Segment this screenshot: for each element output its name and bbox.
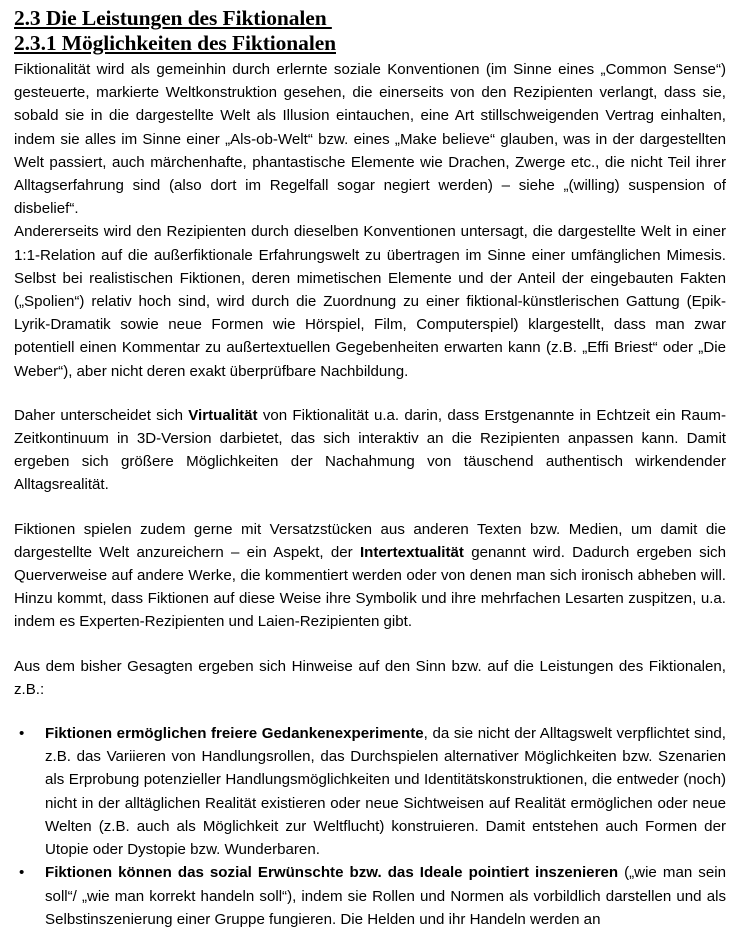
paragraph-aus-dem-bisher-gesagten: Aus dem bisher Gesagten ergeben sich Hinweise auf den Sinn bzw. auf die Leistungen des Fiktionalen, z.B.: [14,657,726,698]
emphasis-intertextualitaet: Intertextualität [359,543,464,561]
bullet-icon: • [19,864,25,882]
list-item-body: („wie man sein soll“/ „wie man korrekt handeln soll“), indem sie Rollen und Normen als vorbildlich darstellen und als Selbstinszenierung einer Gruppe fungieren. Die Helden und ihr Handeln werden an [45,864,726,928]
list-item-lead: Fiktionen ermöglichen freiere Gedankenexperimente [45,725,424,743]
list-item-lead: Fiktionen können das sozial Erwünschte bzw. das Ideale pointiert inszenieren [45,864,619,882]
leistungen-bullet-list [14,722,726,931]
list-item-body: , da sie nicht der Alltagswelt verpflichtet sind, z.B. das Variieren von Handlungsrollen, das Durchspielen alternativer Möglichkeiten bzw. Szenarien als Erprobung potenzieller Handlungsmöglichkeiten und Identitätskonstruktionen, die entweder (noch) nicht in der alltäglichen Realität existieren oder neue Sichtweisen auf Realität ermöglichen oder neue Welten (z.B. auch als Möglichkeit zur Weltflucht) konstruieren. Damit entstehen auch Formen der Utopie oder Dystopie bzw. Wunderbaren. [45,725,726,859]
list-item [14,722,726,861]
paragraph-intertextualitaet-text-before: Fiktionen spielen zudem gerne mit Versatzstücken aus anderen Texten bzw. Medien, um damit die dargestellte Welt anzureichern – ein Aspekt, der [14,520,726,561]
bullet-icon: • [19,725,25,743]
heading-section-2-3: 2.3 Die Leistungen des Fiktionalen [14,6,332,30]
paragraph-fiktionalitaet: Fiktionalität wird als gemeinhin durch erlernte soziale Konventionen (im Sinne eines „Common Sense“) gesteuerte, markierte Weltkonstruktion gesehen, die einerseits von den Rezipienten verlangt, dass sie, sobald sie in die dargestellte Welt als Illusion eintauchen, eine Art stillschweigenden Vertrag einhalten, indem sie alles im Sinne einer „Als-ob-Welt“ bzw. eines „Make believe“ glauben, was in der dargestellten Welt passiert, auch märchenhafte, phantastische Elemente wie Drachen, Zwerge etc., die nicht Teil ihrer Alltagserfahrung sind (also dort im Regelfall sogar negiert werden) – siehe „(willing) suspension of disbelief“. [14,61,726,218]
emphasis-virtualitaet: Virtualität [188,406,258,424]
heading-section-2-3-1: 2.3.1 Möglichkeiten des Fiktionalen [14,31,336,55]
paragraph-virtualitaet [14,404,726,497]
paragraph-andererseits: Andererseits wird den Rezipienten durch dieselben Konventionen untersagt, die dargestellte Welt in einer 1:1-Relation auf die außerfiktionale Erfahrungswelt zu übertragen im Sinne einer umfänglichen Mimesis. Selbst bei realistischen Fiktionen, deren mimetischen Elemente und der Anteil der eingebauten Fakten („Spolien“) relativ hoch sind, wird durch die Zuordnung zu einer fiktional-künstlerischen Gattung (Epik-Lyrik-Dramatik sowie neue Formen wie Hörspiel, Film, Computerspiel) klargestellt, dass man zwar potentiell einen Kommentar zu außertextuellen Gegebenheiten erwarten kann (z.B. „Effi Briest“ oder „Die Weber“), aber nicht deren exakt überprüfbare Nachbildung. [14,223,726,380]
paragraph-intertextualitaet [14,518,726,634]
paragraph-virtualitaet-text-after: von Fiktionalität u.a. darin, dass Erstgenannte in Echtzeit ein Raum-Zeitkontinuum in 3D-Version darbietet, das sich interaktiv an die Rezipienten anpassen kann. Damit ergeben sich größere Möglichkeiten der Nachahmung von täuschend authentisch wirkendender Alltagsrealität. [14,406,726,494]
list-item [14,861,726,931]
paragraph-virtualitaet-text-before: Daher unterscheidet sich [14,406,189,424]
paragraph-intertextualitaet-text-after: genannt wird. Dadurch ergeben sich Querverweise auf andere Werke, die kommentiert werden oder von denen man sich ironisch abheben will. Hinzu kommt, dass Fiktionen auf diese Weise ihre Symbolik und ihre mehrfachen Lesarten zuspitzen, u.a. indem es Experten-Rezipienten und Laien-Rezipienten gibt. [14,543,726,631]
